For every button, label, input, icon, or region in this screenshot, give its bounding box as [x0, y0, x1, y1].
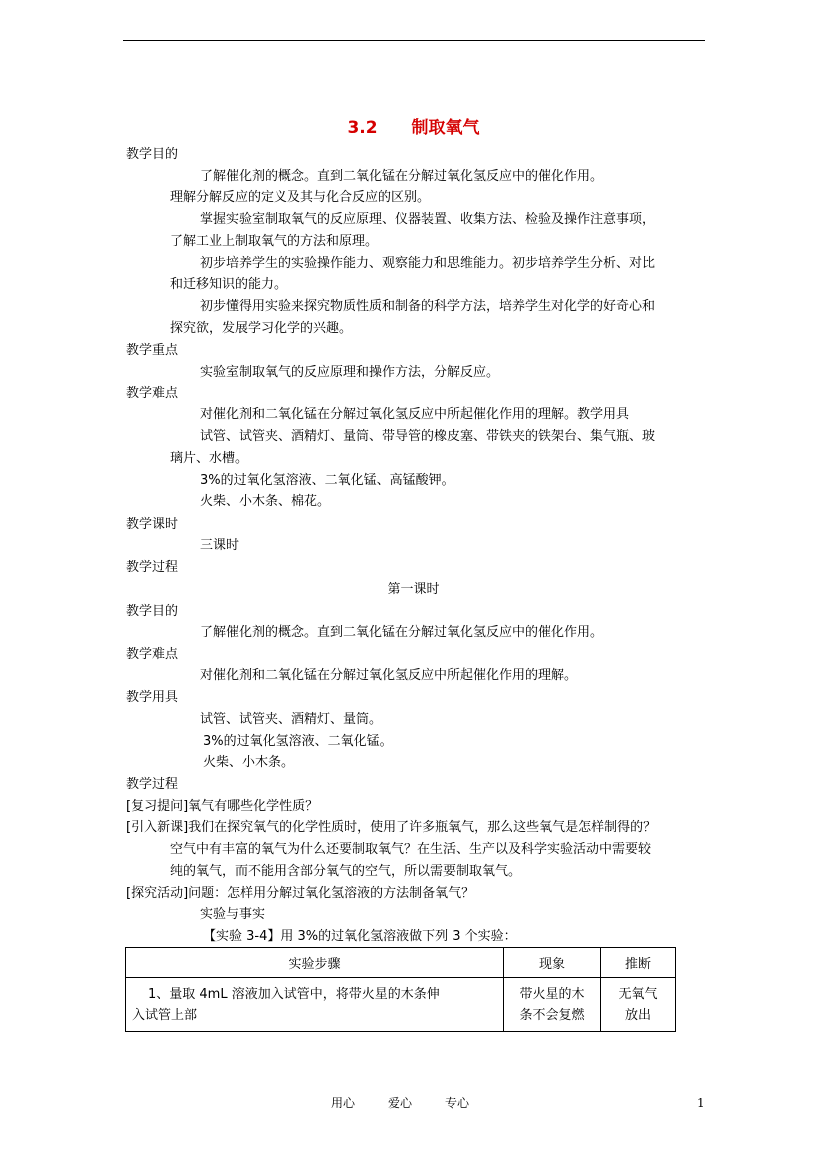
intro-paragraph: 纯的氧气，而不能用含部分氧气的空气，所以需要制取氧气。	[170, 864, 522, 879]
heading-class-hours: 教学课时	[126, 517, 179, 532]
heading-difficulty: 教学难点	[126, 386, 179, 401]
paragraph-line: 初步懂得用实验来探究物质性质和制备的科学方法，培养学生对化学的好奇心和	[200, 299, 656, 314]
paragraph-line: 初步培养学生的实验操作能力、观察能力和思维能力。初步培养学生分析、对比	[200, 256, 656, 271]
column-header: 现象	[504, 948, 601, 978]
experiment-table	[125, 947, 676, 1032]
heading-key-points: 教学重点	[126, 343, 179, 358]
paragraph-line: 三课时	[200, 538, 240, 553]
paragraph-line: 璃片、水槽。	[170, 451, 249, 466]
lesson-heading: 第一课时	[387, 582, 440, 597]
footer-text: 爱心	[388, 1096, 413, 1110]
intro-paragraph: 空气中有丰富的氧气为什么还要制取氧气？在生活、生产以及科学实验活动中需要较	[170, 842, 652, 857]
cell-line: 条不会复燃	[519, 1007, 585, 1023]
cell-line: 无氧气	[618, 986, 658, 1002]
heading-teaching-process: 教学过程	[126, 777, 179, 792]
column-header: 实验步骤	[126, 948, 504, 978]
paragraph-line: 了解工业上制取氧气的方法和原理。	[170, 234, 379, 249]
paragraph-line: 试管、试管夹、酒精灯、量筒、带导管的橡皮塞、带铁夹的铁架台、集气瓶、玻	[200, 429, 656, 444]
paragraph-line: 试管、试管夹、酒精灯、量筒。	[200, 712, 383, 727]
column-header: 推断	[601, 948, 676, 978]
paragraph-line: 了解催化剂的概念。直到二氧化锰在分解过氧化氢反应中的催化作用。	[200, 625, 604, 640]
footer-text: 用心	[331, 1096, 356, 1110]
paragraph-line: 对催化剂和二氧化锰在分解过氧化氢反应中所起催化作用的理解。	[200, 668, 578, 683]
header-rule	[123, 40, 705, 41]
paragraph-line: 3%的过氧化氢溶液、二氧化锰。	[203, 734, 393, 749]
paragraph-line: 3%的过氧化氢溶液、二氧化锰、高锰酸钾。	[200, 473, 455, 488]
page-number: 1	[697, 1096, 705, 1110]
paragraph-line: 理解分解反应的定义及其与化合反应的区别。	[170, 190, 431, 205]
inquiry-activity: [探究活动]问题：怎样用分解过氧化氢溶液的方法制备氧气？	[126, 886, 475, 901]
paragraph-line: 对催化剂和二氧化锰在分解过氧化氢反应中所起催化作用的理解。教学用具	[200, 407, 630, 422]
paragraph-line: 实验与事实	[200, 907, 266, 922]
heading-objectives: 教学目的	[126, 147, 179, 162]
paragraph-line: 火柴、小木条、棉花。	[200, 494, 331, 509]
cell-line: 入试管上部	[132, 1007, 198, 1023]
cell-line: 1、量取 4mL 溶液加入试管中，将带火星的木条伸	[148, 986, 440, 1002]
paragraph-line: 和迁移知识的能力。	[170, 277, 288, 292]
paragraph-line: 探究欲，发展学习化学的兴趣。	[170, 321, 353, 336]
intro-paragraph: [引入新课]我们在探究氧气的化学性质时，使用了许多瓶氧气，那么这些氧气是怎样制得的？	[126, 820, 657, 835]
page-title: 3.2 制取氧气	[347, 118, 480, 138]
cell-line: 带火星的木	[519, 986, 585, 1002]
table-cell-inference	[601, 978, 676, 1032]
heading-objectives: 教学目的	[126, 604, 179, 619]
heading-teaching-process: 教学过程	[126, 560, 179, 575]
experiment-title: 【实验 3-4】用 3%的过氧化氢溶液做下列 3 个实验：	[203, 929, 517, 944]
footer-text: 专心	[445, 1096, 470, 1110]
paragraph-line: 火柴、小木条。	[203, 755, 295, 770]
table-cell-step	[126, 978, 504, 1032]
review-question: [复习提问]氧气有哪些化学性质？	[126, 799, 319, 814]
heading-difficulty: 教学难点	[126, 647, 179, 662]
paragraph-line: 了解催化剂的概念。直到二氧化锰在分解过氧化氢反应中的催化作用。	[200, 169, 604, 184]
paragraph-line: 掌握实验室制取氧气的反应原理、仪器装置、收集方法、检验及操作注意事项，	[200, 212, 656, 227]
cell-line: 放出	[624, 1007, 651, 1023]
table-row	[126, 978, 676, 1032]
table-header-row	[126, 948, 676, 978]
paragraph-line: 实验室制取氧气的反应原理和操作方法，分解反应。	[200, 365, 500, 380]
table-cell-phenomenon	[504, 978, 601, 1032]
heading-tools: 教学用具	[126, 690, 179, 705]
